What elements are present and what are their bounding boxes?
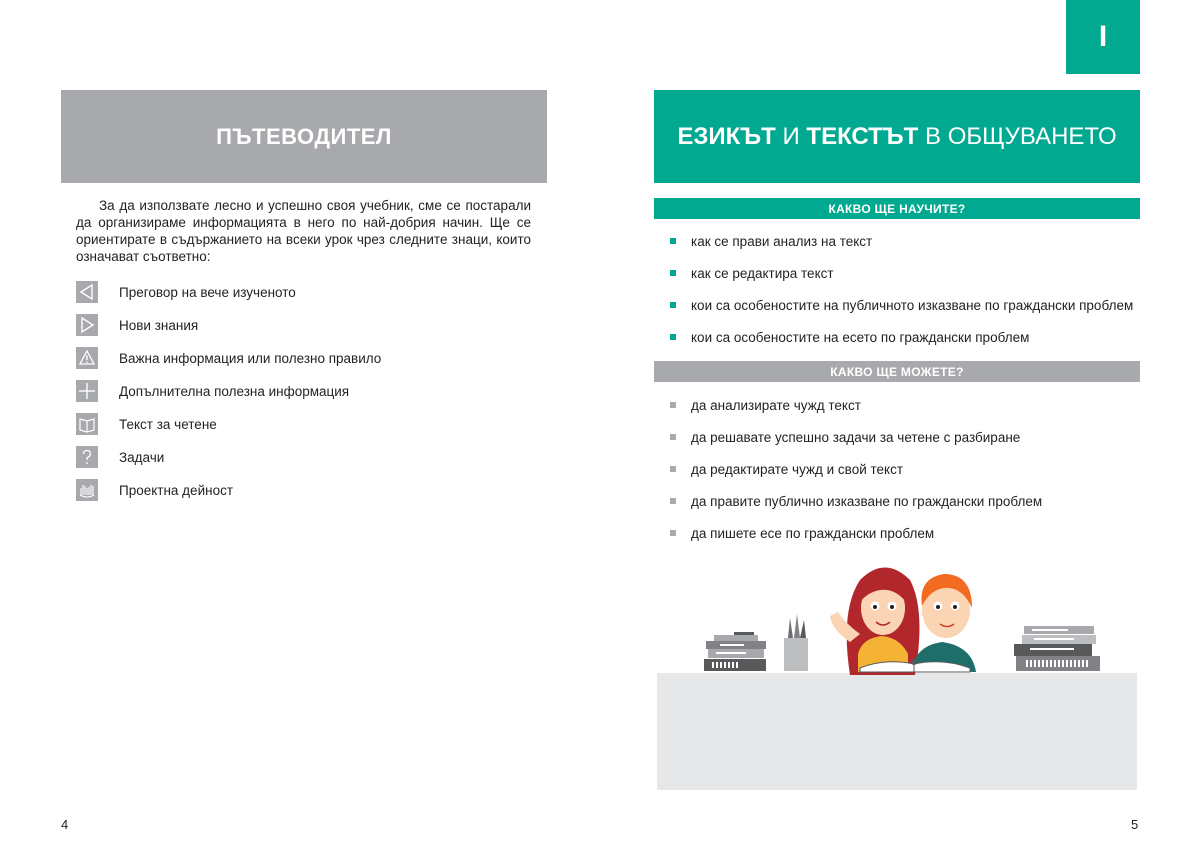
girl-figure (830, 568, 919, 676)
learn-heading-bar (654, 198, 1140, 219)
students-reading-illustration (700, 550, 1110, 675)
square-bullet-icon (670, 466, 676, 472)
square-bullet-icon (670, 270, 676, 276)
legend-item-important (76, 347, 381, 369)
list-item (670, 396, 861, 414)
hands-icon (76, 479, 98, 501)
page-number-right: 5 (1131, 817, 1139, 832)
triangle-right-icon (76, 314, 98, 336)
unit-title (677, 123, 1116, 151)
legend-label: Задачи (119, 449, 165, 465)
list-item (670, 428, 1020, 446)
list-item-text: как се прави анализ на текст (691, 233, 873, 249)
can-heading-bar (654, 361, 1140, 382)
triangle-left-icon (76, 281, 98, 303)
warning-icon (76, 347, 98, 369)
legend-item-review (76, 281, 296, 303)
square-bullet-icon (670, 402, 676, 408)
list-item (670, 328, 1029, 346)
page-number-left: 4 (61, 817, 69, 832)
list-item-text: да решавате успешно задачи за четене с разбиране (691, 429, 1021, 445)
legend-label: Допълнителна полезна информация (119, 383, 350, 399)
legend-label: Важна информация или полезно правило (119, 350, 382, 366)
unit-title-word-2: ТЕКСТЪТ (806, 122, 919, 150)
learn-heading: КАКВО ЩЕ НАУЧИТЕ? (828, 201, 966, 216)
page-title: ПЪТЕВОДИТЕЛ (216, 123, 392, 149)
list-item (670, 264, 834, 282)
square-bullet-icon (670, 334, 676, 340)
question-icon (76, 446, 98, 468)
desk-panel (657, 673, 1137, 790)
unit-number: I (1098, 20, 1108, 53)
list-item-text: да правите публично изказване по граждански проблем (691, 493, 1043, 509)
can-heading: КАКВО ЩЕ МОЖЕТЕ? (830, 364, 964, 379)
list-item (670, 492, 1042, 510)
intro-paragraph: За да използвате лесно и успешно своя учебник, сме се постарали да организираме информацията в него по най-добрия начин. Ще се ориентирате в съдържанието на всеки урок чрез следните знаци, които означават съответно: (76, 198, 531, 264)
unit-banner (654, 90, 1140, 183)
list-item (670, 460, 903, 478)
list-item-text: кои са особеностите на публичното изказване по граждански проблем (691, 297, 1134, 313)
legend-item-reading-text (76, 413, 217, 435)
legend-label: Текст за четене (119, 416, 217, 432)
legend-item-new-knowledge (76, 314, 198, 336)
legend-item-tasks (76, 446, 164, 468)
list-item-text: да пишете есе по граждански проблем (691, 525, 935, 541)
legend-label: Нови знания (119, 317, 199, 333)
legend-label: Преговор на вече изученото (119, 284, 296, 300)
unit-tab (1066, 0, 1140, 74)
list-item-text: как се редактира текст (691, 265, 834, 281)
square-bullet-icon (670, 238, 676, 244)
book-icon (76, 413, 98, 435)
legend-label: Проектна дейност (119, 482, 234, 498)
square-bullet-icon (670, 434, 676, 440)
square-bullet-icon (670, 530, 676, 536)
square-bullet-icon (670, 498, 676, 504)
list-item-text: да анализирате чужд текст (691, 397, 861, 413)
pencil-cup-icon (784, 614, 808, 671)
boy-figure (912, 574, 976, 672)
legend-item-additional-info (76, 380, 349, 402)
unit-title-rest: В ОБЩУВАНЕТО (918, 122, 1117, 150)
list-item-text: да редактирате чужд и свой текст (691, 461, 904, 477)
square-bullet-icon (670, 302, 676, 308)
unit-title-word-1: ЕЗИКЪТ (677, 122, 776, 150)
list-item (670, 296, 1133, 314)
unit-title-conj: И (775, 122, 807, 150)
list-item-text: кои са особеностите на есето по граждански проблем (691, 329, 1030, 345)
list-item (670, 232, 872, 250)
book-stack-right-icon (1014, 626, 1100, 671)
plus-icon (76, 380, 98, 402)
book-stack-left-icon (704, 632, 766, 671)
list-item (670, 524, 934, 542)
legend-item-project (76, 479, 233, 501)
guide-banner (61, 90, 547, 183)
